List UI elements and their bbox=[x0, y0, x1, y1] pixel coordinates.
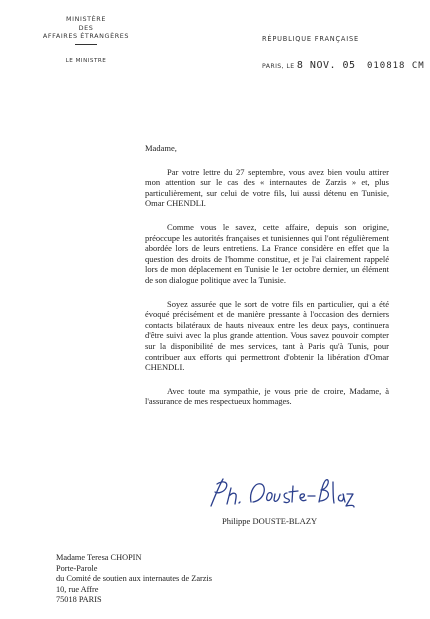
dateline-place: PARIS, LE bbox=[262, 63, 295, 70]
letter-paragraph: Avec toute ma sympathie, je vous prie de croire, Madame, à l'assurance de mes respectueux hommages. bbox=[145, 385, 389, 407]
ministry-letterhead bbox=[36, 15, 136, 65]
letter-paragraph: Soyez assurée que le sort de votre fils en particulier, qui a été évoqué précisément et de manière pressante à l'occasion des derniers contacts bilatéraux de hauts niveaux entre les deux pays, continuera d'être suivi avec la plus grande attention. Vous savez pouvoir compter sur la disponibilité de mes services, tant à Paris qu'à Tunis, pour contribuer aux efforts qui permettront d'obtenir la libération d'Omar CHENDLI. bbox=[145, 298, 389, 373]
reference-stamp: 010818 CM bbox=[366, 61, 425, 71]
letterhead-subtitle: LE MINISTRE bbox=[65, 57, 107, 64]
signature-text: Ph. Douste-Blazy bbox=[205, 474, 213, 475]
letter-body bbox=[145, 143, 389, 420]
signer-name: Philippe DOUSTE-BLAZY bbox=[222, 516, 318, 526]
letterhead-line: MINISTÈRE bbox=[66, 15, 106, 23]
recipient-line: 75018 PARIS bbox=[56, 595, 102, 605]
dateline bbox=[262, 60, 425, 71]
letter-paragraph: Comme vous le savez, cette affaire, depuis son origine, préoccupe les autorités françaises et tunisiennes qui l'ont régulièrement abordée lors de leurs entretiens. La France considère en effet que la question des droits de l'homme constitue, et je l'ai clairement rappelé lors de mon déplacement en Tunisie le 1er octobre dernier, un élément de son dialogue politique avec la Tunisie. bbox=[145, 221, 389, 285]
letterhead-divider bbox=[75, 44, 97, 45]
handwritten-signature bbox=[205, 474, 355, 510]
republic-heading: RÉPUBLIQUE FRANÇAISE bbox=[262, 35, 359, 43]
letterhead-line: DES bbox=[78, 23, 94, 32]
salutation: Madame, bbox=[145, 143, 177, 153]
recipient-line: du Comité de soutien aux internautes de Zarzis bbox=[56, 574, 212, 584]
recipient-line: Porte-Parole bbox=[56, 563, 98, 573]
letter-paragraph: Par votre lettre du 27 septembre, vous avez bien voulu attirer mon attention sur le cas des « internautes de Zarzis » et, plus particulièrement, sur celui de votre fils, lui aussi détenu en Tunisie, Omar CHENDLI. bbox=[145, 166, 389, 209]
date-stamp: 8 NOV. 05 bbox=[296, 60, 356, 71]
recipient-address bbox=[56, 553, 212, 606]
recipient-line: 10, rue Affre bbox=[56, 584, 99, 594]
recipient-line: Madame Teresa CHOPIN bbox=[56, 553, 142, 562]
letterhead-line: AFFAIRES ÉTRANGÈRES bbox=[42, 32, 130, 41]
